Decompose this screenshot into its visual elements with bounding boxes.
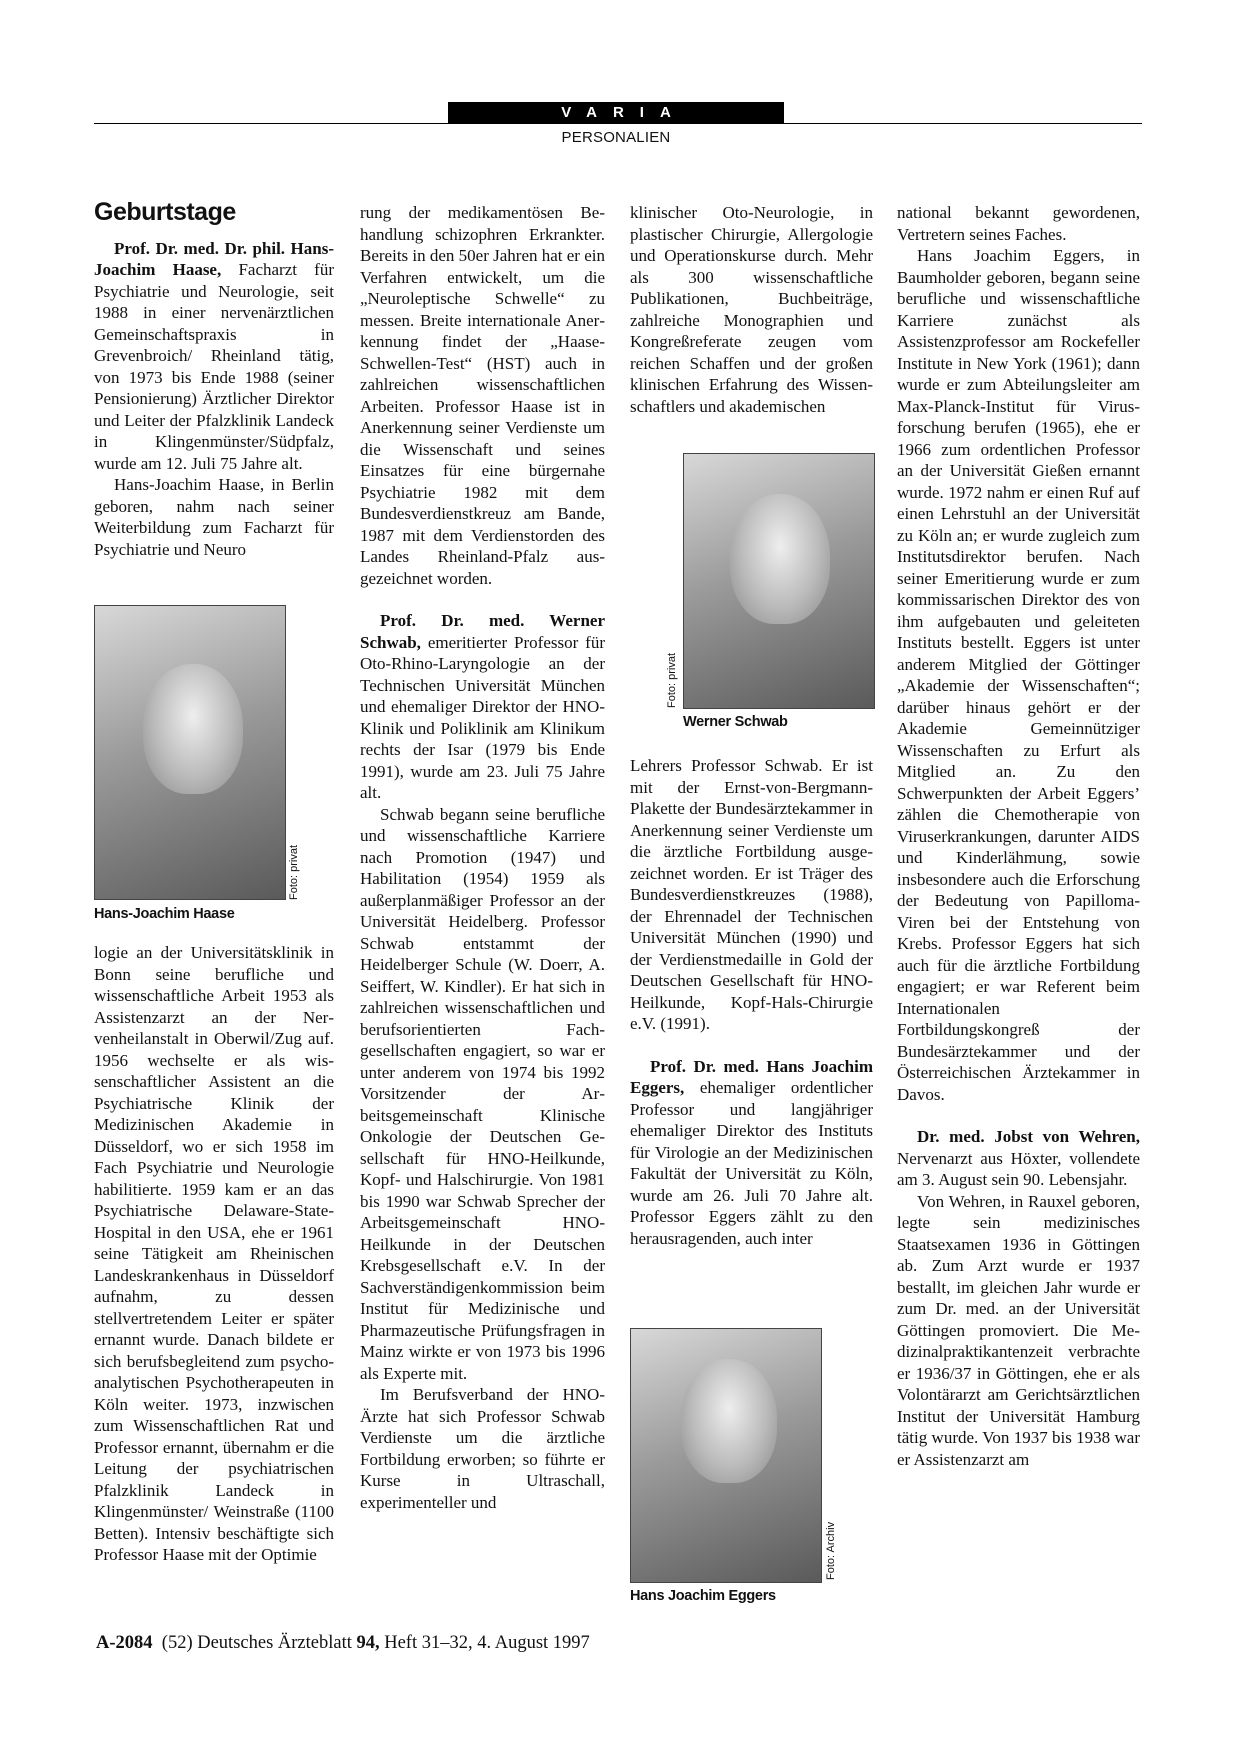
column-3-continued	[630, 755, 873, 1249]
photo-caption: Werner Schwab	[683, 714, 788, 730]
column-3	[630, 202, 873, 417]
paragraph-text: Nervenarzt aus Höxter, vollendete am 3. August sein 90. Lebensjahr.	[897, 1148, 1140, 1189]
issue-date: Heft 31–32, 4. August 1997	[384, 1633, 590, 1653]
person-name: Prof. Dr. med. Hans Joachim Eggers,	[630, 1056, 873, 1097]
header-rule	[94, 123, 1142, 124]
page-footer	[96, 1633, 590, 1654]
photo-eggers	[630, 1328, 822, 1583]
photo-caption: Hans-Joachim Haase	[94, 906, 235, 922]
photo-credit: Foto: privat	[666, 652, 678, 708]
subsection-header: PERSONALIEN	[561, 129, 671, 146]
column-1	[94, 198, 334, 560]
page-number: A-2084	[96, 1633, 153, 1653]
page-heading: Geburtstage	[94, 198, 236, 226]
portrait-face	[681, 1359, 777, 1483]
photo-credit: Foto: Archiv	[825, 1521, 837, 1580]
paragraph: logie an der Universitätsklinik in Bonn seine berufliche und wissenschaftliche Arbeit 1953 als Assistenzarzt an der Nervenheilanstalt in Oberwil/Zug auf. 1956 wechselte er als wissenschaftlicher Assistent an die Psychiatrische Klinik der Medizinischen Akademie in Düsseldorf, wo er sich 1958 im Fach Psychiatrie und Neurologie habilitierte. 1959 kam er an das Psychiatrische Delaware-State-Hospital in den USA, ehe er 1961 seine Tätigkeit am Rheinischen Landeskrankenhaus in Düsseldorf aufnahm, zu dessen stellvertretendem Leiter er später ernannt wurde. Danach bildete er sich berufsbegleitend zum psychoanalytischen Psychotherapeuten in Köln weiter. 1973, inzwischen zum Wissenschaftlichen Rat und Professor ernannt, übernahm er die Leitung der psychiatrischen Pfalzklinik Landeck in Klingenmünster/ Weinstraße (1100 Betten). Intensiv beschäftigte sich Professor Haase mit der Optimie	[94, 943, 334, 1564]
column-2	[360, 202, 605, 1513]
paragraph: Hans-Joachim Haase, in Berlin geboren, nahm nach seiner Weiterbildung zum Facharzt für Psychiatrie und Neuro	[94, 475, 334, 559]
paragraph: klinischer Oto-Neurologie, in plastischer Chirurgie, Allergologie und Operationskurse durch. Mehr als 300 wissenschaftliche Publikationen, Buchbeiträge, zahlreiche Monographien und Kongreßreferate zeugen vom reichen Schaffen und der großen klinischen Erfahrung des Wissenschaftlers und akademischen	[630, 203, 873, 416]
paragraph: Im Berufsverband der HNO-Ärzte hat sich Professor Schwab Verdienste um die ärztliche Fortbildung erworben; so führte er Kurse in Ultraschall, experimenteller und	[360, 1385, 605, 1512]
paragraph-text: ehemaliger ordentlicher Professor und langjähriger ehemaliger Direktor des Instituts für Virologie an der Medizinischen Fakultät der Universität zu Köln, wurde am 26. Juli 70 Jahre alt. Professor Eggers zählt zu den herausragenden, auch inter	[630, 1078, 873, 1248]
photo-credit: Foto: privat	[288, 844, 300, 900]
paragraph: Schwab begann seine berufliche und wissenschaftliche Karriere nach Promotion (1947) und Habilitation (1954) 1959 als außerplanmäßiger Professor an der Universität Heidelberg. Professor Schwab entstammt der Heidelberger Schule (W. Doerr, A. Seiffert, W. Kindler). Er hat sich in zahlreichen wissenschaftlichen und berufsorientierten Fachgesellschaften engagiert, so war er unter anderem von 1974 bis 1992 Vorsitzender der Arbeitsgemeinschaft Klinische Onkologie der Deutschen Gesellschaft für HNO-Heilkunde, Kopf- und Halschirurgie. Von 1981 bis 1990 war Schwab Sprecher der Arbeitsgemeinschaft HNO-Heilkunde in der Deutschen Krebsgesellschaft e.V. In der Sachverständigenkommission beim Institut für Medizinische und Pharmazeutische Prüfungsfragen in Mainz wirkte er von 1973 bis 1996 als Experte mit.	[360, 804, 605, 1383]
paragraph	[360, 610, 605, 804]
paragraph	[630, 1056, 873, 1250]
column-1-continued	[94, 942, 334, 1566]
portrait-face	[730, 494, 830, 624]
paragraph-text: Facharzt für Psychiatrie und Neurologie, seit 1988 in einer nervenärztlichen Gemeinschaftspraxis in Grevenbroich/ Rheinland tätig, von 1973 bis Ende 1988 (seiner Pensionierung) Ärztlicher Direktor und Leiter der Pfalzklinik Landeck in Klingenmünster/Südpfalz, wurde am 12. Juli 75 Jahre alt.	[94, 260, 334, 473]
photo-schwab	[683, 453, 875, 709]
section-header-varia: VARIA	[448, 102, 784, 124]
paragraph: Hans Joachim Eggers, in Baumholder geboren, begann seine berufliche und wissenschaftliche Karriere zunächst als Assistenzprofessor am Rockefeller Institute in New York (1961); dann wurde er zum Abteilungsleiter am Max-Planck-Institut für Virusforschung berufen (1965), ehe er 1966 zum ordentlichen Professor an der Universität Gießen ernannt wurde. 1972 nahm er einen Ruf auf einen Lehrstuhl an der Universität zu Köln an; er wurde zugleich zum Institutsdirektor berufen. Nach seiner Emeritierung wurde er zum kommissarischen Direktor des von ihm aufgebauten und geleiteten Instituts bestellt. Eggers ist unter anderem Mitglied der Göttinger „Akademie der Wissenschaften“; darüber hinaus gehört er der Akademie Gemeinnütziger Wissenschaften zu Erfurt als Mitglied an. Zu den Schwerpunkten der Arbeit Eggers’ zählen die Chemotherapie von Viruserkrankungen, darunter AIDS und Kinderlähmung, sowie insbesondere auch die Erforschung der Bedeutung von Papilloma-Viren bei der Entstehung von Krebs. Professor Eggers hat sich auch für die ärztliche Fortbildung engagiert; er war Referent beim Internationalen Fortbildungskongreß der Bundesärztekammer und der Österreichischen Ärztekammer in Davos.	[897, 246, 1140, 1104]
photo-caption: Hans Joachim Eggers	[630, 1588, 776, 1604]
paragraph: rung der medikamentösen Behandlung schizophren Erkrankter. Bereits in den 50er Jahren hat er ein Verfahren entwickelt, um die „Neuroleptische Schwelle“ zu messen. Breite internationale Anerkennung findet der „Haase-Schwellen-Test“ (HST) auch in zahlreichen wissenschaftlichen Arbeiten. Professor Haase ist in Anerkennung seiner Verdienste um die Wissenschaft und seines Einsatzes für eine bürgernahe Psychiatrie 1982 mit dem Bundesverdienstkreuz am Bande, 1987 mit dem Verdienstorden des Landes Rheinland-Pfalz ausgezeichnet worden.	[360, 203, 605, 588]
person-name: Prof. Dr. med. Werner Schwab,	[360, 611, 605, 652]
paragraph: national bekannt gewordenen, Vertretern seines Faches.	[897, 203, 1140, 244]
photo-haase	[94, 605, 286, 900]
column-4	[897, 202, 1140, 1470]
person-name: Prof. Dr. med. Dr. phil. Hans-Joachim Haase,	[94, 238, 334, 279]
print-page-number: (52)	[161, 1633, 193, 1653]
paragraph	[897, 1126, 1140, 1191]
paragraph: Lehrers Professor Schwab. Er ist mit der Ernst-von-Bergmann-Plakette der Bundesärztekammer in Anerkennung seiner Verdienste um die ärztliche Fortbildung ausgezeichnet worden. Er ist Träger des Bundesverdienstkreuzes (1988), der Ehrennadel der Technischen Universität München (1990) und der Verdienstmedaille in Gold der Deutschen Gesellschaft für HNO-Heilkunde, Kopf-Hals-Chirurgie e.V. (1991).	[630, 756, 873, 1033]
person-name: Dr. med. Jobst von Wehren,	[917, 1127, 1140, 1146]
journal-name: Deutsches Ärzteblatt	[197, 1633, 352, 1653]
paragraph: Von Wehren, in Rauxel geboren, legte sein medizinisches Staatsexamen 1936 in Göttingen ab. Zum Arzt wurde er 1937 bestallt, im gleichen Jahr wurde er zum Dr. med. an der Universität Göttingen promoviert. Die Medizinalpraktikantenzeit verbrachte er 1936/37 in Göttingen, ehe er als Volontärarzt am Gerichtsärztlichen Institut der Universität Hamburg tätig wurde. Von 1937 bis 1938 war er Assistenzarzt am	[897, 1191, 1140, 1469]
paragraph	[94, 238, 334, 475]
volume-number: 94,	[356, 1633, 380, 1653]
paragraph-text: emeritierter Professor für Oto-Rhino-Laryngologie an der Technischen Universität München und ehemaliger Direktor der HNO-Klinik und Poliklinik am Klinikum rechts der Isar (1979 bis Ende 1991), wurde am 23. Juli 75 Jahre alt.	[360, 632, 605, 802]
portrait-face	[143, 664, 243, 794]
